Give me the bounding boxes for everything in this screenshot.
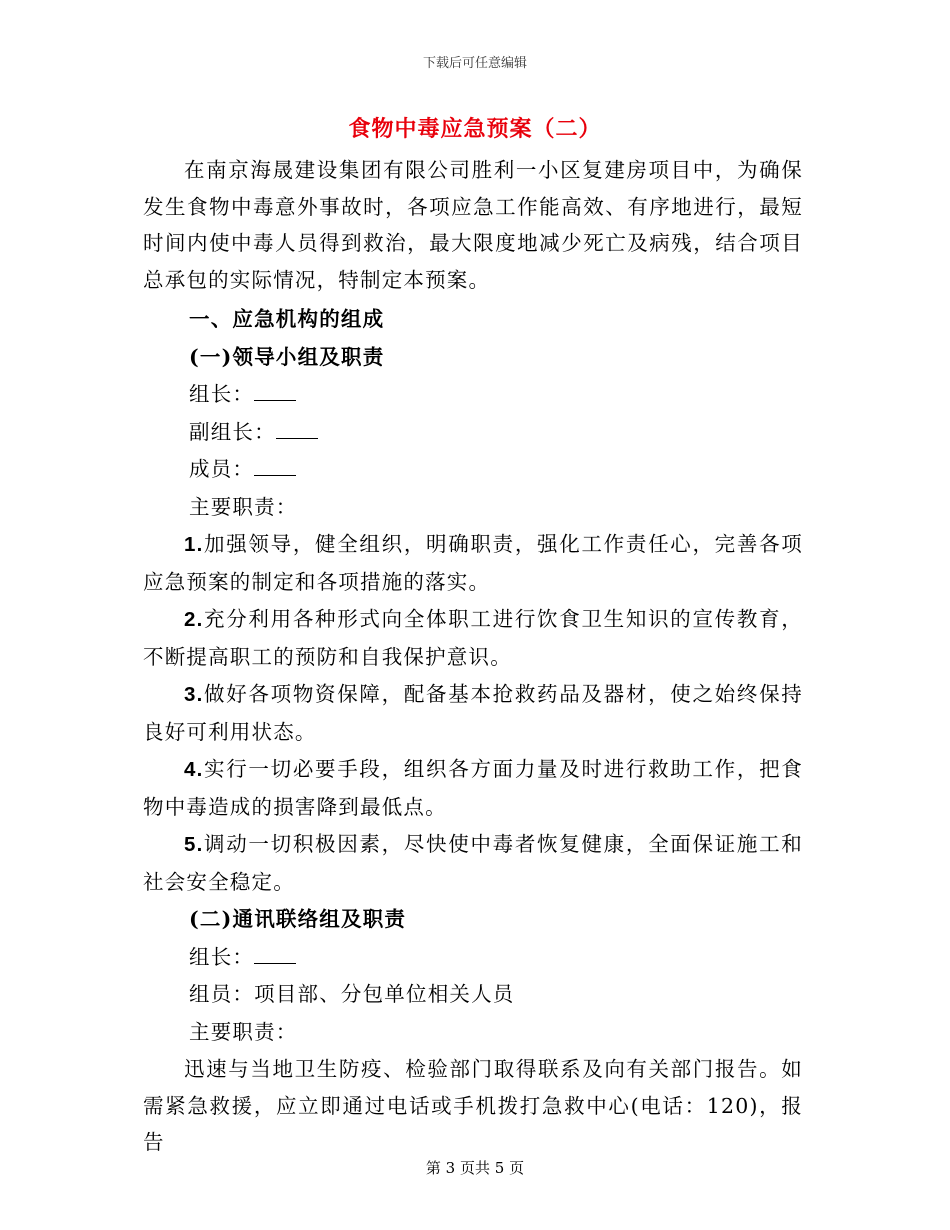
duty-text: 调动一切积极因素，尽快使中毒者恢复健康，全面保证施工和社会安全稳定。: [143, 832, 803, 894]
comm-leader-label: 组长：: [189, 944, 255, 969]
page-footer: 第 3 页共 5 页: [425, 1159, 525, 1177]
header-note: 下载后可任意编辑: [422, 56, 527, 71]
intro-paragraph: 在南京海晟建设集团有限公司胜利一小区复建房项目中，为确保发生食物中毒意外事故时，各项应急工作能高效、有序地进行，最短时间内使中毒人员得到救治，最大限度地减少死亡及病残，结合项目总承包的实际情况，特制定本预案。: [143, 158, 803, 292]
member-blank: [254, 457, 296, 476]
leader-label: 组长：: [189, 382, 255, 406]
duty-text: 做好各项物资保障，配备基本抢救药品及器材，使之始终保持良好可利用状态。: [143, 682, 803, 744]
duty-text: 充分利用各种形式向全体职工进行饮食卫生知识的宣传教育，不断提高职工的预防和自我保护意识。: [143, 607, 803, 669]
duty-text: 实行一切必要手段，组织各方面力量及时进行救助工作，把食物中毒造成的损害降到最低点。: [143, 757, 803, 819]
leader-blank: [254, 382, 296, 401]
duty-item-2: [143, 601, 803, 675]
deputy-label: 副组长：: [189, 419, 276, 444]
duties-label: 主要职责：: [189, 494, 298, 519]
comm-member-line: 组员：项目部、分包单位相关人员: [189, 982, 515, 1006]
duty-number: 1.: [184, 533, 204, 556]
duty-number: 4.: [184, 758, 204, 781]
duty-item-4: [143, 751, 803, 825]
member-line: [143, 451, 803, 488]
duty-number: 3.: [184, 683, 204, 706]
section-heading-1: 一、应急机构的组成: [189, 307, 385, 331]
comm-leader-line: [143, 939, 803, 976]
duty-number: 2.: [184, 608, 204, 631]
member-label: 成员：: [189, 457, 255, 481]
duty-number: 5.: [184, 833, 204, 856]
leader-line: [143, 376, 803, 413]
duty-item-5: [143, 826, 803, 900]
document-body: [143, 152, 803, 1161]
comm-duties-paragraph: 迅速与当地卫生防疫、检验部门取得联系及向有关部门报告。如需紧急救援，应立即通过电话或手机拨打急救中心(电话：120)，报告: [143, 1057, 803, 1154]
comm-leader-blank: [254, 945, 296, 964]
document-title: 食物中毒应急预案（二）: [348, 116, 602, 142]
subsection-heading-communication: (二)通讯联络组及职责: [189, 907, 407, 931]
deputy-line: [143, 414, 803, 451]
duty-item-3: [143, 676, 803, 750]
subsection-heading-leadership: (一)领导小组及职责: [189, 344, 385, 369]
deputy-blank: [276, 420, 318, 439]
duty-item-1: [143, 526, 803, 600]
comm-duties-label: 主要职责：: [189, 1019, 298, 1044]
duty-text: 加强领导，健全组织，明确职责，强化工作责任心，完善各项应急预案的制定和各项措施的落实。: [143, 532, 803, 594]
